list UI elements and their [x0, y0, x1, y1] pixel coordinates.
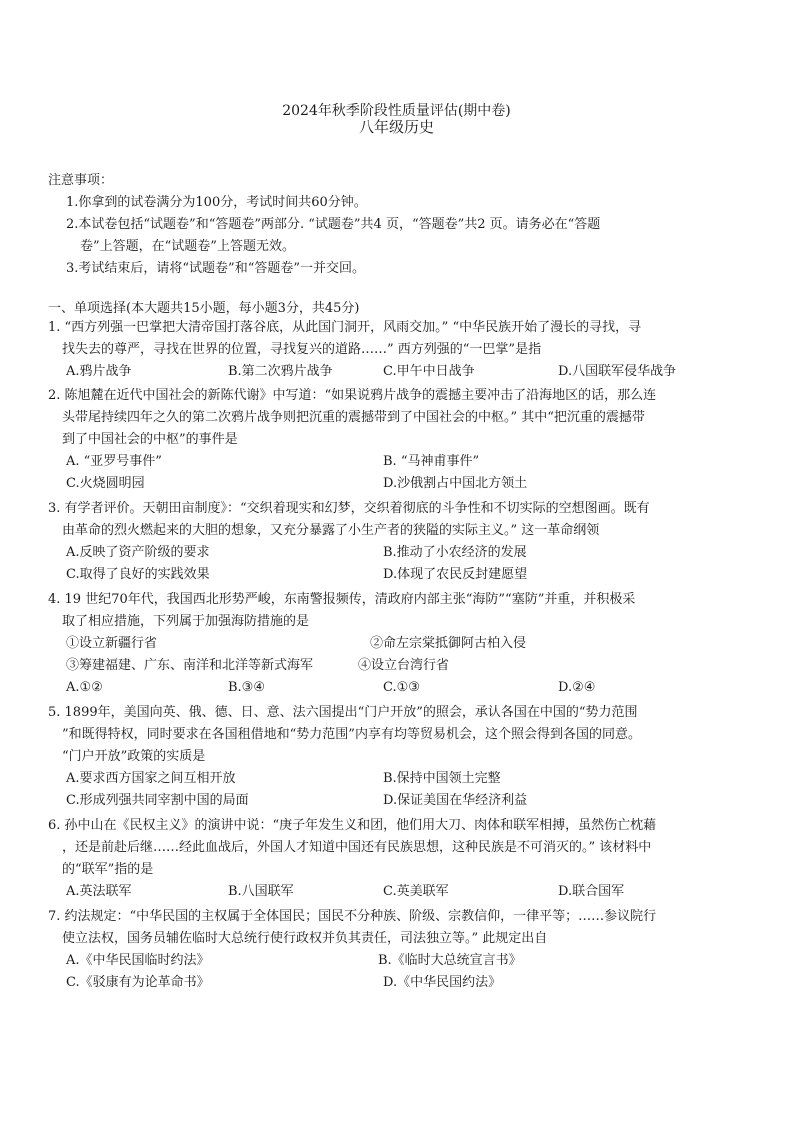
- exam-subtitle: 八年级历史: [358, 118, 434, 136]
- question-stem: 3. 有学者评价。天朝田亩制度》：“交织着现实和幻梦，交织着彻底的斗争性和不切实际的空想图画。既有: [48, 501, 650, 516]
- question-5: [48, 702, 753, 812]
- options-row: [48, 881, 753, 903]
- options-row: [48, 564, 753, 586]
- option-d[interactable]: D.体现了农民反封建愿望: [383, 567, 528, 582]
- question-7: [48, 906, 753, 994]
- exam-title: 2024年秋季阶段性质量评估(期中卷): [282, 103, 511, 119]
- question-stem: 的“联军”指的是: [62, 862, 154, 877]
- question-stem: 由革命的烈火燃起来的大胆的想象，又充分暴露了小生产者的狭隘的实际主义。” 这一革命纲领: [62, 523, 600, 538]
- question-stem: 2. 陈旭麓在近代中国社会的新陈代谢》中写道：“如果说鸦片战争的震撼主要冲击了沿海地区的话，那么连: [48, 388, 657, 403]
- statement-item: ③筹建福建、广东、南洋和北洋等新式海军: [66, 658, 314, 673]
- question-stem: ”和既得特权，同时要求在各国租借地和“势力范围”内享有均等贸易机会，这个照会得到各国的同意。: [62, 727, 641, 742]
- question-stem: 到了中国社会的中枢”的事件是: [62, 432, 238, 447]
- question-1: [48, 317, 753, 383]
- option-b[interactable]: B.八国联军: [228, 884, 294, 899]
- option-a[interactable]: A. “亚罗号事件”: [66, 454, 162, 469]
- question-stem: 使立法权，国务员辅佐临时大总统行使行政权并负其责任，司法独立等。” 此规定出自: [62, 931, 548, 946]
- options-row: [48, 361, 753, 383]
- options-row: [48, 542, 753, 564]
- option-c[interactable]: C.取得了良好的实践效果: [66, 567, 210, 582]
- question-stem: 4. 19 世纪70年代，我国西北形势严峻，东南警报频传，清政府内部主张“海防”“塞防”并重，并积极采: [48, 592, 636, 607]
- option-c[interactable]: C.①③: [383, 680, 420, 695]
- option-b[interactable]: B.保持中国领土完整: [383, 771, 501, 786]
- option-b[interactable]: B.推动了小农经济的发展: [383, 545, 527, 560]
- question-stem: “门户开放”政策的实质是: [62, 749, 206, 764]
- option-c[interactable]: C.《驳康有为论革命书》: [66, 975, 210, 990]
- question-2: [48, 385, 753, 495]
- option-b[interactable]: B.③④: [228, 680, 265, 695]
- option-d[interactable]: D.②④: [558, 680, 596, 695]
- statement-row: [48, 655, 753, 677]
- question-stem: 取了相应措施，下列属于加强海防措施的是: [62, 614, 310, 629]
- statement-item: ②命左宗棠抵御阿古柏入侵: [370, 636, 527, 651]
- option-a[interactable]: A.要求西方国家之间互相开放: [66, 771, 236, 786]
- option-a[interactable]: A.英法联军: [66, 884, 132, 899]
- question-stem: 找失去的尊严，寻找在世界的位置，寻找复兴的道路……” 西方列强的“一巴掌”是指: [62, 342, 542, 357]
- option-c[interactable]: C.英美联军: [383, 884, 449, 899]
- option-a[interactable]: A.《中华民国临时约法》: [66, 953, 210, 968]
- options-row: [48, 451, 753, 473]
- option-d[interactable]: D.保证美国在华经济利益: [383, 793, 528, 808]
- notes-heading: 注意事项：: [48, 173, 114, 188]
- option-d[interactable]: D.联合国军: [558, 884, 625, 899]
- question-4: [48, 589, 753, 699]
- notes-item: 2.本试卷包括“试题卷”和“答题卷”两部分. “试题卷”共4 页，“答题卷”共2 页。请务必在“答题: [66, 217, 601, 232]
- question-stem: 1. “西方列强一巴掌把大清帝国打落谷底，从此国门洞开，风雨交加。” “中华民族开始了漫长的寻找，寻: [48, 320, 642, 335]
- option-c[interactable]: C.甲午中日战争: [383, 364, 475, 379]
- options-row: [48, 972, 753, 994]
- statement-item: ④设立台湾行省: [358, 658, 450, 673]
- notes-item: 1.你拿到的试卷满分为100分，考试时间共60分钟。: [66, 195, 367, 210]
- question-stem: 6. 孙中山在《民权主义》的演讲中说：“庚子年发生义和团，他们用大刀、肉体和联军相搏，虽然伤亡枕藉: [48, 818, 657, 833]
- options-row: [48, 473, 753, 495]
- option-d[interactable]: D.《中华民国约法》: [383, 975, 502, 990]
- options-row: [48, 790, 753, 812]
- question-stem: 7. 约法规定：“中华民国的主权属于全体国民；国民不分种族、阶级、宗教信仰，一律平等；……参议院行: [48, 909, 657, 924]
- option-a[interactable]: A.反映了资产阶级的要求: [66, 545, 210, 560]
- section-heading: 一、单项选择(本大题共15小题，每小题3分，共45分): [48, 301, 360, 316]
- options-row: [48, 768, 753, 790]
- option-b[interactable]: B. “马神甫事件”: [383, 454, 480, 469]
- option-a[interactable]: A.鸦片战争: [66, 364, 132, 379]
- question-stem: 5. 1899年，美国向英、俄、德、日、意、法六国提出“门户开放”的照会，承认各国在中国的“势力范围: [48, 705, 638, 720]
- question-stem: ，还是前赴后继……经此血战后，外国人才知道中国还有民族思想，这种民族是不可消灭的。” 该材料中: [62, 840, 652, 855]
- statement-row: [48, 633, 753, 655]
- option-d[interactable]: D.八国联军侵华战争: [558, 364, 677, 379]
- question-6: [48, 815, 753, 903]
- option-b[interactable]: B.《临时大总统宣言书》: [378, 953, 522, 968]
- options-row: [48, 950, 753, 972]
- option-c[interactable]: C.形成列强共同宰割中国的局面: [66, 793, 249, 808]
- notes-block: [48, 170, 753, 280]
- options-row: [48, 677, 753, 699]
- question-3: [48, 498, 753, 586]
- option-b[interactable]: B.第二次鸦片战争: [228, 364, 333, 379]
- question-stem: 头带尾持续四年之久的第二次鸦片战争则把沉重的震撼带到了中国社会的中枢。” 其中“把沉重的震撼带: [62, 410, 645, 425]
- notes-item: 卷”上答题，在“试题卷”上答题无效。: [80, 239, 295, 254]
- notes-item: 3.考试结束后，请将“试题卷”和“答题卷”一并交回。: [66, 261, 365, 276]
- option-a[interactable]: A.①②: [66, 680, 103, 695]
- statement-item: ①设立新疆行省: [66, 636, 158, 651]
- option-d[interactable]: D.沙俄割占中国北方领土: [383, 476, 528, 491]
- option-c[interactable]: C.火烧圆明园: [66, 476, 145, 491]
